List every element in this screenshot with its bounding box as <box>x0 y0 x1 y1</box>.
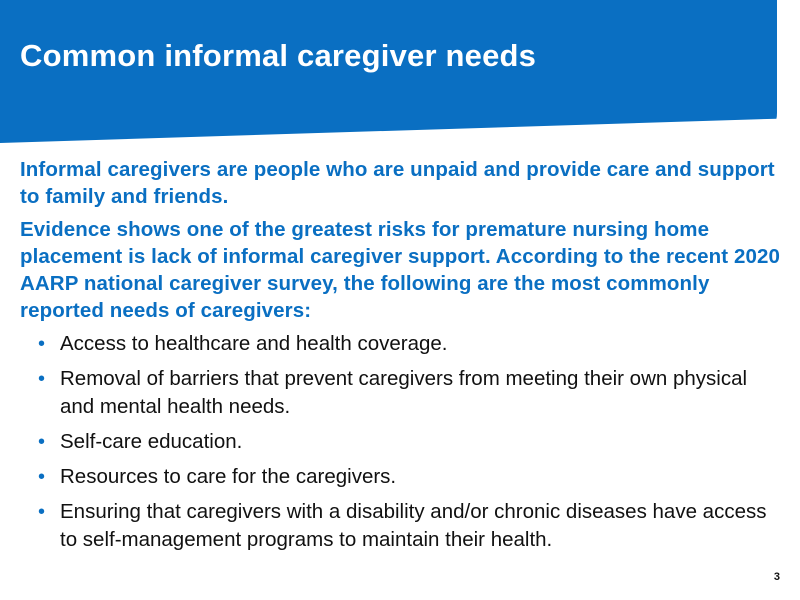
bullet-icon: • <box>38 333 46 355</box>
bullet-icon: • <box>38 368 46 390</box>
list-item-text: Self-care education. <box>60 430 243 453</box>
list-item <box>20 498 785 554</box>
caregiver-needs-list <box>20 330 785 554</box>
list-item <box>20 463 785 491</box>
bullet-icon: • <box>38 431 46 453</box>
slide-number: 3 <box>773 571 780 583</box>
list-item-text: Ensuring that caregivers with a disability and/or chronic diseases have access to self-management programs to maintain their health. <box>60 500 767 551</box>
bullet-icon: • <box>38 501 46 523</box>
slide-body <box>20 156 785 561</box>
list-item <box>20 428 785 456</box>
list-item-text: Access to healthcare and health coverage. <box>60 332 448 355</box>
intro-paragraph-definition: Informal caregivers are people who are unpaid and provide care and support to family and friends. <box>20 158 775 208</box>
slide-title: Common informal caregiver needs <box>20 38 537 73</box>
list-item <box>20 330 785 358</box>
list-item <box>20 365 785 421</box>
list-item-text: Removal of barriers that prevent caregivers from meeting their own physical and mental health needs. <box>60 367 748 418</box>
bullet-icon: • <box>38 466 46 488</box>
intro-paragraph-evidence: Evidence shows one of the greatest risks for premature nursing home placement is lack of informal caregiver support. According to the recent 2020 AARP national caregiver survey, the following are the most commonly reported needs of caregivers: <box>20 218 780 322</box>
list-item-text: Resources to care for the caregivers. <box>60 465 397 488</box>
